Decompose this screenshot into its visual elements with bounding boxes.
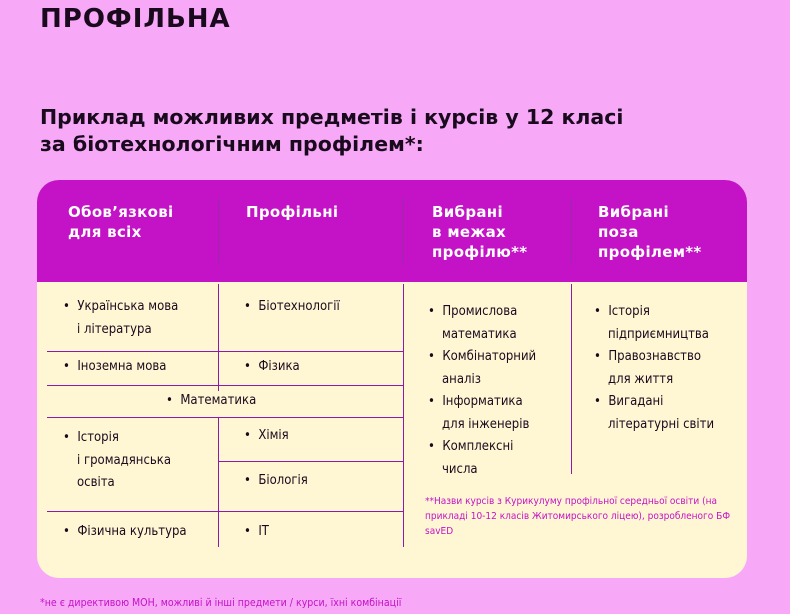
item-biotech: • Біотехнології [244, 299, 340, 314]
list-item: • Промислова математика [428, 304, 518, 342]
header-elective-in: Вибрані в межах профілю** [432, 203, 528, 261]
curriculum-table [37, 180, 747, 578]
list-item: • Вигадані літературні світи [594, 394, 715, 432]
list-item: • Інформатика для інженерів [428, 394, 530, 432]
list-item: • Правознавство для життя [594, 349, 702, 387]
grid-line [218, 284, 219, 391]
item-biology: • Біологія [244, 473, 308, 488]
item-math: • Математика [166, 393, 257, 408]
header-divider [403, 198, 404, 264]
list-item: • Комплексні числа [428, 439, 514, 477]
header-mandatory: Обов’язкові для всіх [68, 203, 174, 241]
elective-out-list [594, 301, 714, 436]
header-divider [571, 198, 572, 264]
header-elective-out: Вибрані поза профілем** [598, 203, 702, 261]
footnote: *не є директивою МОН, можливі й інші предмети / курси, їхні комбінації [40, 597, 402, 609]
elective-in-list [428, 301, 536, 481]
item-chemistry: • Хімія [244, 428, 289, 443]
item-history: • Історія і громадянська освіта [63, 430, 172, 490]
item-physics: • Фізика [244, 359, 300, 374]
table-header [37, 180, 747, 282]
grid-line [47, 385, 403, 386]
course-source-note: **Назви курсів з Курикулуму профільної середньої освіти (на прикладі 10-12 класів Житомирського ліцею), розробленого БФ savED [425, 496, 731, 537]
title-line-1: Приклад можливих предметів і курсів у 12 класі [40, 105, 624, 129]
header-profile: Профільні [246, 203, 339, 221]
page-title [40, 104, 740, 158]
item-ukrainian: • Українська мова і література [63, 299, 179, 337]
header-divider [218, 198, 219, 264]
title-line-2: за біотехнологічним профілем*: [40, 132, 424, 156]
item-foreign-language: • Іноземна мова [63, 359, 167, 374]
grid-line [47, 417, 403, 418]
list-item: • Історія підприємництва [594, 304, 709, 342]
item-it: • ІТ [244, 524, 269, 539]
grid-line [218, 417, 219, 547]
grid-line [47, 351, 403, 352]
list-item: • Комбінаторний аналіз [428, 349, 537, 387]
grid-line [403, 284, 404, 547]
grid-line [218, 461, 403, 462]
grid-line [571, 284, 572, 474]
grid-line [47, 511, 403, 512]
brand-logo: ПРОФІЛЬНА [40, 4, 231, 34]
item-physical-education: • Фізична культура [63, 524, 187, 539]
